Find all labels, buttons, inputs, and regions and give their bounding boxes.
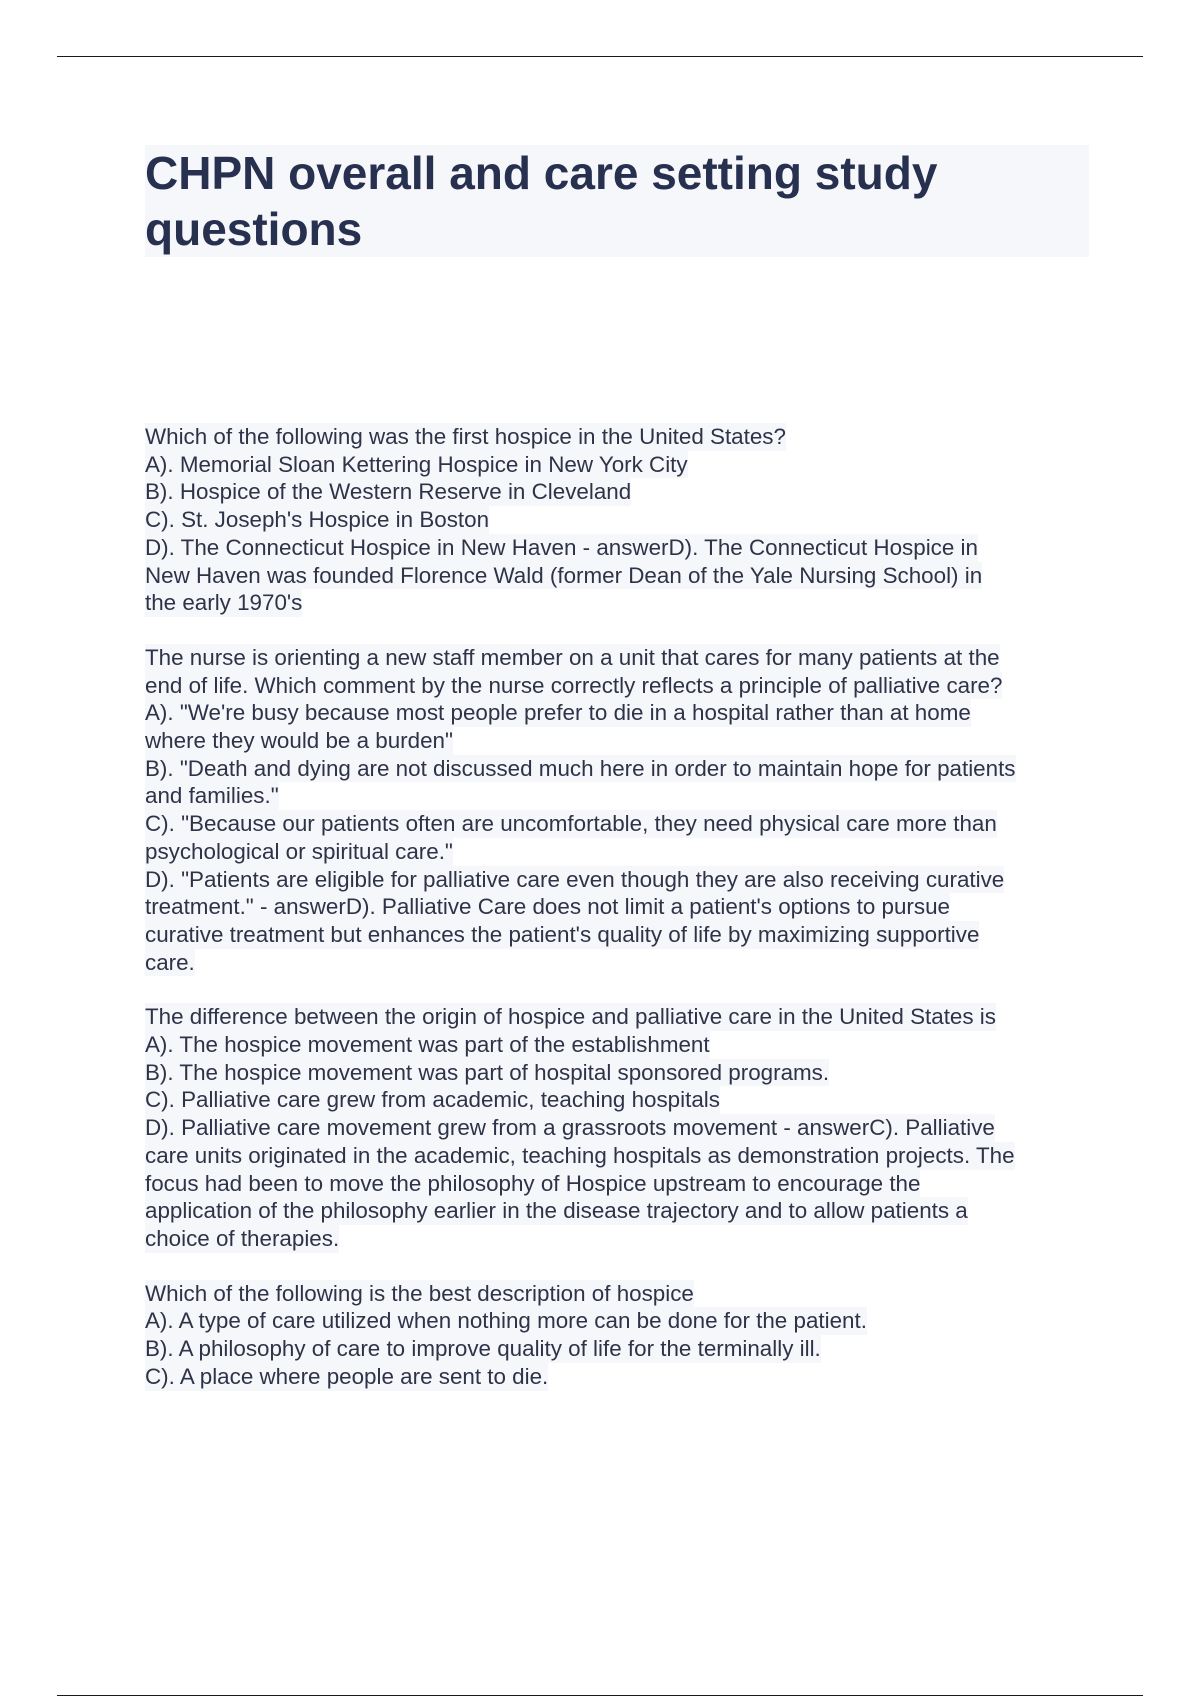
text-line: B). The hospice movement was part of hospital sponsored programs. — [145, 1059, 830, 1085]
text-line: C). St. Joseph's Hospice in Boston — [145, 507, 490, 533]
text-line: C). Palliative care grew from academic, teaching hospitals — [145, 1087, 720, 1113]
text-line: C). A place where people are sent to die. — [145, 1363, 549, 1389]
text-line: the early 1970's — [145, 590, 303, 616]
text-line: psychological or spiritual care." — [145, 838, 453, 864]
text-line: treatment." - answerD). Palliative Care does not limit a patient's options to pursue — [145, 894, 950, 920]
question-list — [145, 423, 1089, 1418]
footer-rule — [57, 1695, 1143, 1696]
text-line: A). Memorial Sloan Kettering Hospice in New York City — [145, 451, 688, 477]
text-line: choice of therapies. — [145, 1225, 340, 1251]
text-line: The nurse is orienting a new staff member on a unit that cares for many patients at the — [145, 644, 1000, 670]
text-line: Which of the following is the best description of hospice — [145, 1280, 694, 1306]
text-line: C). "Because our patients often are uncomfortable, they need physical care more than — [145, 811, 997, 837]
text-line: care units originated in the academic, teaching hospitals as demonstration projects. The — [145, 1142, 1015, 1168]
text-line: where they would be a burden" — [145, 728, 453, 754]
text-line: A). "We're busy because most people prefer to die in a hospital rather than at home — [145, 700, 971, 726]
text-line: A). The hospice movement was part of the establishment — [145, 1032, 710, 1058]
title-block — [145, 145, 1089, 257]
question-block — [145, 644, 1089, 976]
text-line: end of life. Which comment by the nurse correctly reflects a principle of palliative care? — [145, 672, 1003, 698]
text-line: B). "Death and dying are not discussed much here in order to maintain hope for patients — [145, 755, 1016, 781]
text-line: New Haven was founded Florence Wald (former Dean of the Yale Nursing School) in — [145, 562, 983, 588]
question-block — [145, 1280, 1089, 1391]
text-line: A). A type of care utilized when nothing more can be done for the patient. — [145, 1308, 867, 1334]
text-line: care. — [145, 949, 195, 975]
text-line: D). Palliative care movement grew from a grassroots movement - answerC). Palliative — [145, 1115, 995, 1141]
text-line: and families." — [145, 783, 279, 809]
question-block — [145, 423, 1089, 617]
text-line: D). The Connecticut Hospice in New Haven - answerD). The Connecticut Hospice in — [145, 534, 978, 560]
text-line: curative treatment but enhances the patient's quality of life by maximizing supportive — [145, 921, 980, 947]
text-line: The difference between the origin of hospice and palliative care in the United States is — [145, 1004, 996, 1030]
question-block — [145, 1003, 1089, 1252]
text-line: B). A philosophy of care to improve quality of life for the terminally ill. — [145, 1336, 821, 1362]
page-title: CHPN overall and care setting study questions — [145, 147, 938, 255]
text-line: D). "Patients are eligible for palliative care even though they are also receiving curative — [145, 866, 1005, 892]
text-line: application of the philosophy earlier in the disease trajectory and to allow patients a — [145, 1198, 968, 1224]
text-line: focus had been to move the philosophy of Hospice upstream to encourage the — [145, 1170, 921, 1196]
text-line: B). Hospice of the Western Reserve in Cleveland — [145, 479, 632, 505]
text-line: Which of the following was the first hospice in the United States? — [145, 424, 786, 449]
header-rule — [57, 56, 1143, 57]
